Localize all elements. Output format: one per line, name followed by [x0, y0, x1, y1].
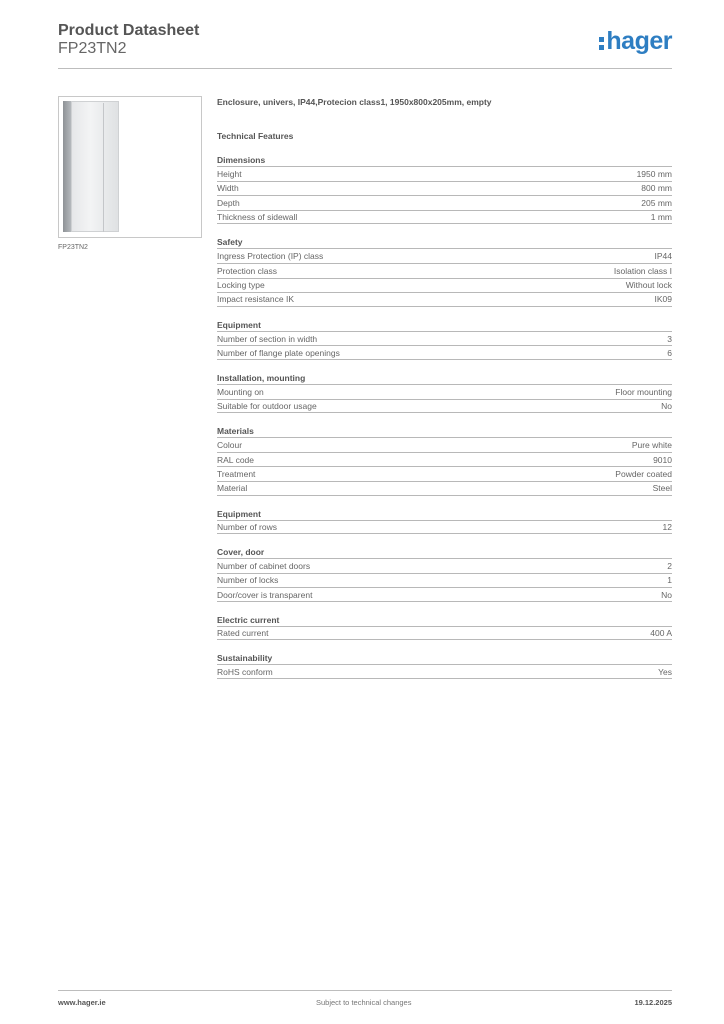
spec-table	[217, 558, 672, 602]
section-title: Electric current	[217, 614, 280, 625]
spec-value: 400 A	[650, 628, 672, 639]
footer-date: 19.12.2025	[634, 998, 672, 1007]
spec-label: Depth	[217, 197, 240, 208]
spec-label: Number of section in width	[217, 333, 318, 344]
spec-value: 2	[667, 560, 672, 571]
feature-section	[217, 426, 672, 495]
spec-table	[217, 248, 672, 306]
spec-value: 3	[667, 333, 672, 344]
spec-row	[217, 626, 672, 641]
spec-label: Number of locks	[217, 575, 279, 586]
spec-value: 1950 mm	[636, 168, 672, 179]
spec-value: No	[661, 400, 672, 411]
spec-label: Impact resistance IK	[217, 294, 295, 305]
spec-value: Powder coated	[615, 469, 672, 480]
spec-value: Pure white	[631, 439, 672, 450]
feature-section	[217, 237, 672, 306]
spec-value: IK09	[654, 294, 672, 305]
spec-label: RoHS conform	[217, 666, 273, 677]
spec-table	[217, 664, 672, 679]
section-title: Dimensions	[217, 155, 266, 165]
logo-colon-icon	[599, 37, 604, 50]
page-title: Product Datasheet	[58, 22, 200, 39]
spec-label: Width	[217, 183, 239, 194]
spec-label: Number of flange plate openings	[217, 347, 340, 358]
spec-row	[217, 292, 672, 307]
spec-label: Rated current	[217, 628, 269, 639]
feature-section	[217, 320, 672, 360]
section-title: Safety	[217, 237, 243, 248]
section-title: Equipment	[217, 508, 261, 519]
feature-section	[217, 509, 672, 535]
spec-value: 12	[662, 521, 672, 532]
spec-label: Material	[217, 483, 248, 494]
spec-label: Height	[217, 168, 242, 179]
spec-label: Locking type	[217, 280, 265, 291]
spec-label: Thickness of sidewall	[217, 212, 298, 223]
spec-label: Colour	[217, 439, 243, 450]
spec-row	[217, 278, 672, 293]
footer-website: www.hager.ie	[58, 998, 106, 1007]
spec-row	[217, 573, 672, 588]
spec-label: Ingress Protection (IP) class	[217, 251, 324, 262]
spec-value: 1	[667, 575, 672, 586]
spec-row	[217, 587, 672, 602]
spec-value: IP44	[654, 251, 672, 262]
section-title: Installation, mounting	[217, 372, 306, 383]
spec-value: 1 mm	[650, 212, 672, 223]
spec-table	[217, 437, 672, 495]
spec-table	[217, 626, 672, 641]
feature-sections	[217, 155, 672, 679]
spec-value: Isolation class I	[613, 265, 672, 276]
spec-value: 205 mm	[641, 197, 672, 208]
spec-row	[217, 195, 672, 210]
spec-row	[217, 664, 672, 679]
spec-row	[217, 248, 672, 263]
spec-label: Door/cover is transparent	[217, 589, 313, 600]
spec-row	[217, 558, 672, 573]
feature-section	[217, 547, 672, 602]
spec-row	[217, 399, 672, 414]
spec-row	[217, 452, 672, 467]
section-title: Sustainability	[217, 653, 273, 664]
spec-row	[217, 210, 672, 225]
spec-row	[217, 345, 672, 360]
product-image	[58, 96, 202, 238]
spec-value: Steel	[652, 483, 672, 494]
section-title: Equipment	[217, 319, 261, 330]
logo-text: hager	[606, 27, 672, 55]
section-title: Materials	[217, 426, 254, 437]
hager-logo	[599, 26, 672, 56]
page-footer	[58, 998, 672, 1010]
spec-row	[217, 481, 672, 496]
spec-label: Suitable for outdoor usage	[217, 400, 317, 411]
spec-label: Protection class	[217, 265, 277, 276]
spec-table	[217, 384, 672, 413]
cabinet-image	[63, 101, 121, 232]
spec-value: 9010	[653, 454, 672, 465]
spec-label: RAL code	[217, 454, 255, 465]
feature-section	[217, 653, 672, 679]
spec-value: Yes	[658, 666, 672, 677]
spec-label: Mounting on	[217, 386, 264, 397]
header-divider	[58, 68, 672, 69]
spec-row	[217, 263, 672, 278]
spec-table	[217, 331, 672, 360]
spec-row	[217, 166, 672, 181]
features-heading: Technical Features	[217, 131, 294, 141]
spec-table	[217, 520, 672, 535]
feature-section	[217, 615, 672, 641]
datasheet-content	[217, 96, 672, 679]
spec-value: No	[661, 589, 672, 600]
spec-value: 800 mm	[641, 183, 672, 194]
spec-label: Number of cabinet doors	[217, 560, 311, 571]
spec-value: Without lock	[625, 280, 672, 291]
image-caption: FP23TN2	[58, 244, 88, 251]
feature-section	[217, 155, 672, 224]
spec-value: Floor mounting	[615, 386, 672, 397]
spec-row	[217, 437, 672, 452]
page-header	[58, 22, 672, 70]
section-title: Cover, door	[217, 547, 265, 558]
spec-label: Number of rows	[217, 521, 277, 532]
spec-row	[217, 384, 672, 399]
spec-label: Treatment	[217, 469, 256, 480]
spec-row	[217, 466, 672, 481]
footer-divider	[58, 990, 672, 991]
spec-row	[217, 331, 672, 346]
product-description: Enclosure, univers, IP44,Protecion class1, 1950x800x205mm, empty	[217, 97, 492, 107]
spec-value: 6	[667, 347, 672, 358]
spec-row	[217, 520, 672, 535]
footer-note: Subject to technical changes	[316, 998, 412, 1007]
spec-table	[217, 166, 672, 224]
product-code: FP23TN2	[58, 40, 127, 57]
feature-section	[217, 373, 672, 413]
spec-row	[217, 181, 672, 196]
